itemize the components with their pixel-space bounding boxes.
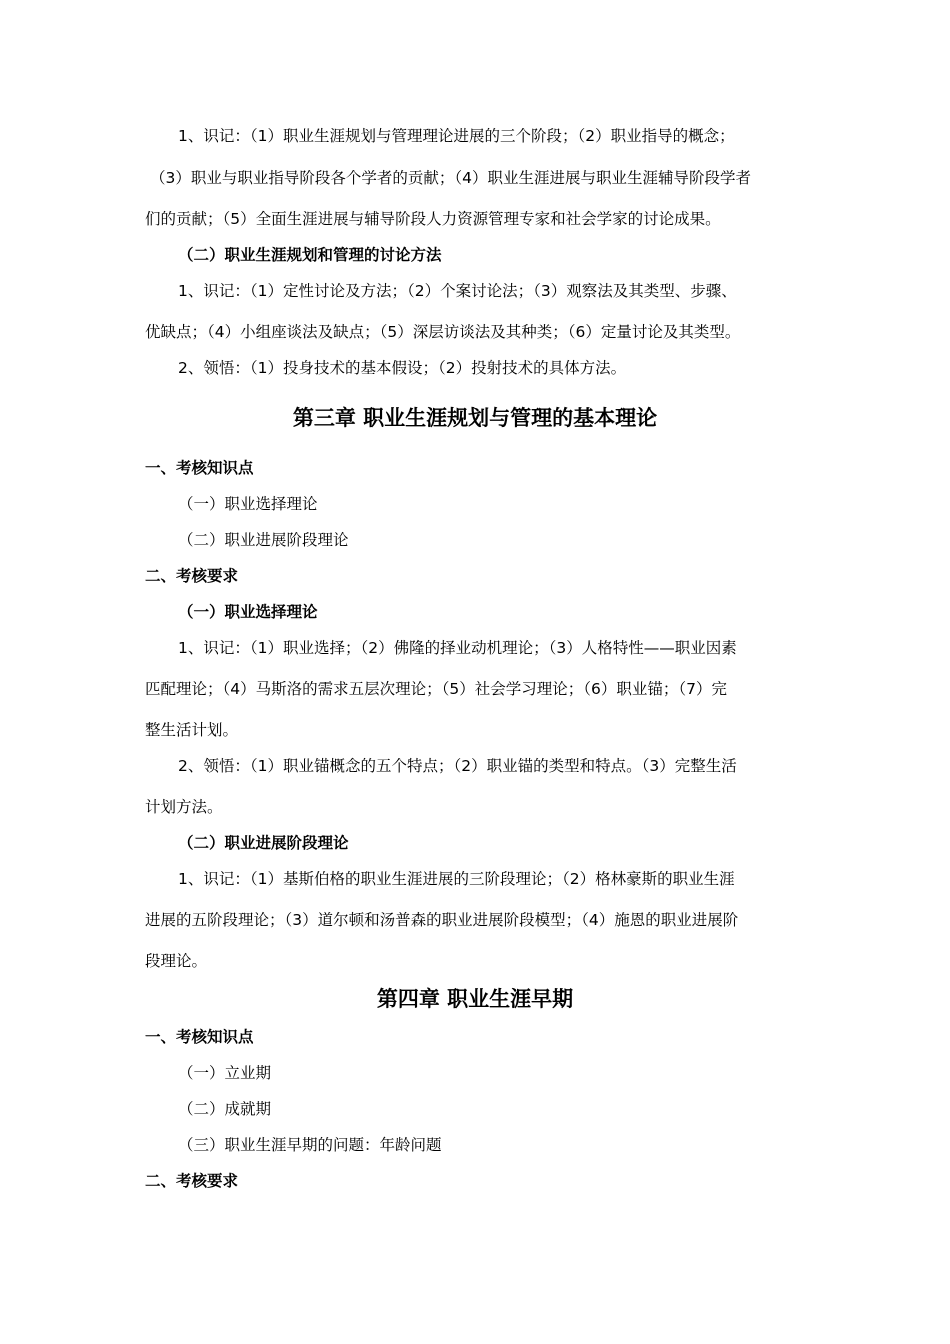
paragraph-line: 计划方法。 (145, 798, 223, 816)
list-item: （一）职业选择理论 (178, 495, 318, 513)
paragraph-line: 2、领悟：（1）职业锚概念的五个特点；（2）职业锚的类型和特点。（3）完整生活 (178, 757, 737, 775)
section-heading: 一、考核知识点 (145, 1028, 254, 1046)
paragraph-line: 1、识记：（1）职业生涯规划与管理理论进展的三个阶段；（2）职业指导的概念； (178, 127, 735, 145)
subsection-heading: （二）职业生涯规划和管理的讨论方法 (178, 246, 442, 264)
chapter-title: 第四章 职业生涯早期 (376, 987, 574, 1011)
section-heading: 二、考核要求 (145, 1172, 239, 1190)
subsection-heading: （二）职业进展阶段理论 (178, 834, 349, 852)
section-heading: 一、考核知识点 (145, 459, 254, 477)
paragraph-line: 1、识记：（1）定性讨论及方法；（2）个案讨论法；（3）观察法及其类型、步骤、 (178, 282, 737, 300)
paragraph-line: （3）职业与职业指导阶段各个学者的贡献；（4）职业生涯进展与职业生涯辅导阶段学者 (150, 169, 751, 187)
section-heading: 二、考核要求 (145, 567, 239, 585)
paragraph-line: 进展的五阶段理论；（3）道尔顿和汤普森的职业进展阶段模型；（4）施恩的职业进展阶 (145, 911, 739, 929)
paragraph-line: 优缺点；（4）小组座谈法及缺点；（5）深层访谈法及其种类；（6）定量讨论及其类型。 (145, 323, 741, 341)
paragraph-line: 2、领悟：（1）投身技术的基本假设；（2）投射技术的具体方法。 (178, 359, 627, 377)
paragraph-line: 整生活计划。 (145, 721, 239, 739)
paragraph-line: 们的贡献；（5）全面生涯进展与辅导阶段人力资源管理专家和社会学家的讨论成果。 (145, 210, 721, 228)
paragraph-line: 段理论。 (145, 952, 208, 970)
chapter-title: 第三章 职业生涯规划与管理的基本理论 (292, 406, 658, 430)
list-item: （三）职业生涯早期的问题：年龄问题 (178, 1136, 442, 1154)
subsection-heading: （一）职业选择理论 (178, 603, 318, 621)
paragraph-line: 匹配理论；（4）马斯洛的需求五层次理论；（5）社会学习理论；（6）职业锚；（7）完 (145, 680, 727, 698)
list-item: （二）成就期 (178, 1100, 272, 1118)
paragraph-line: 1、识记：（1）职业选择；（2）佛隆的择业动机理论；（3）人格特性——职业因素 (178, 639, 737, 657)
list-item: （二）职业进展阶段理论 (178, 531, 349, 549)
paragraph-line: 1、识记：（1）基斯伯格的职业生涯进展的三阶段理论；（2）格林豪斯的职业生涯 (178, 870, 735, 888)
list-item: （一）立业期 (178, 1064, 272, 1082)
